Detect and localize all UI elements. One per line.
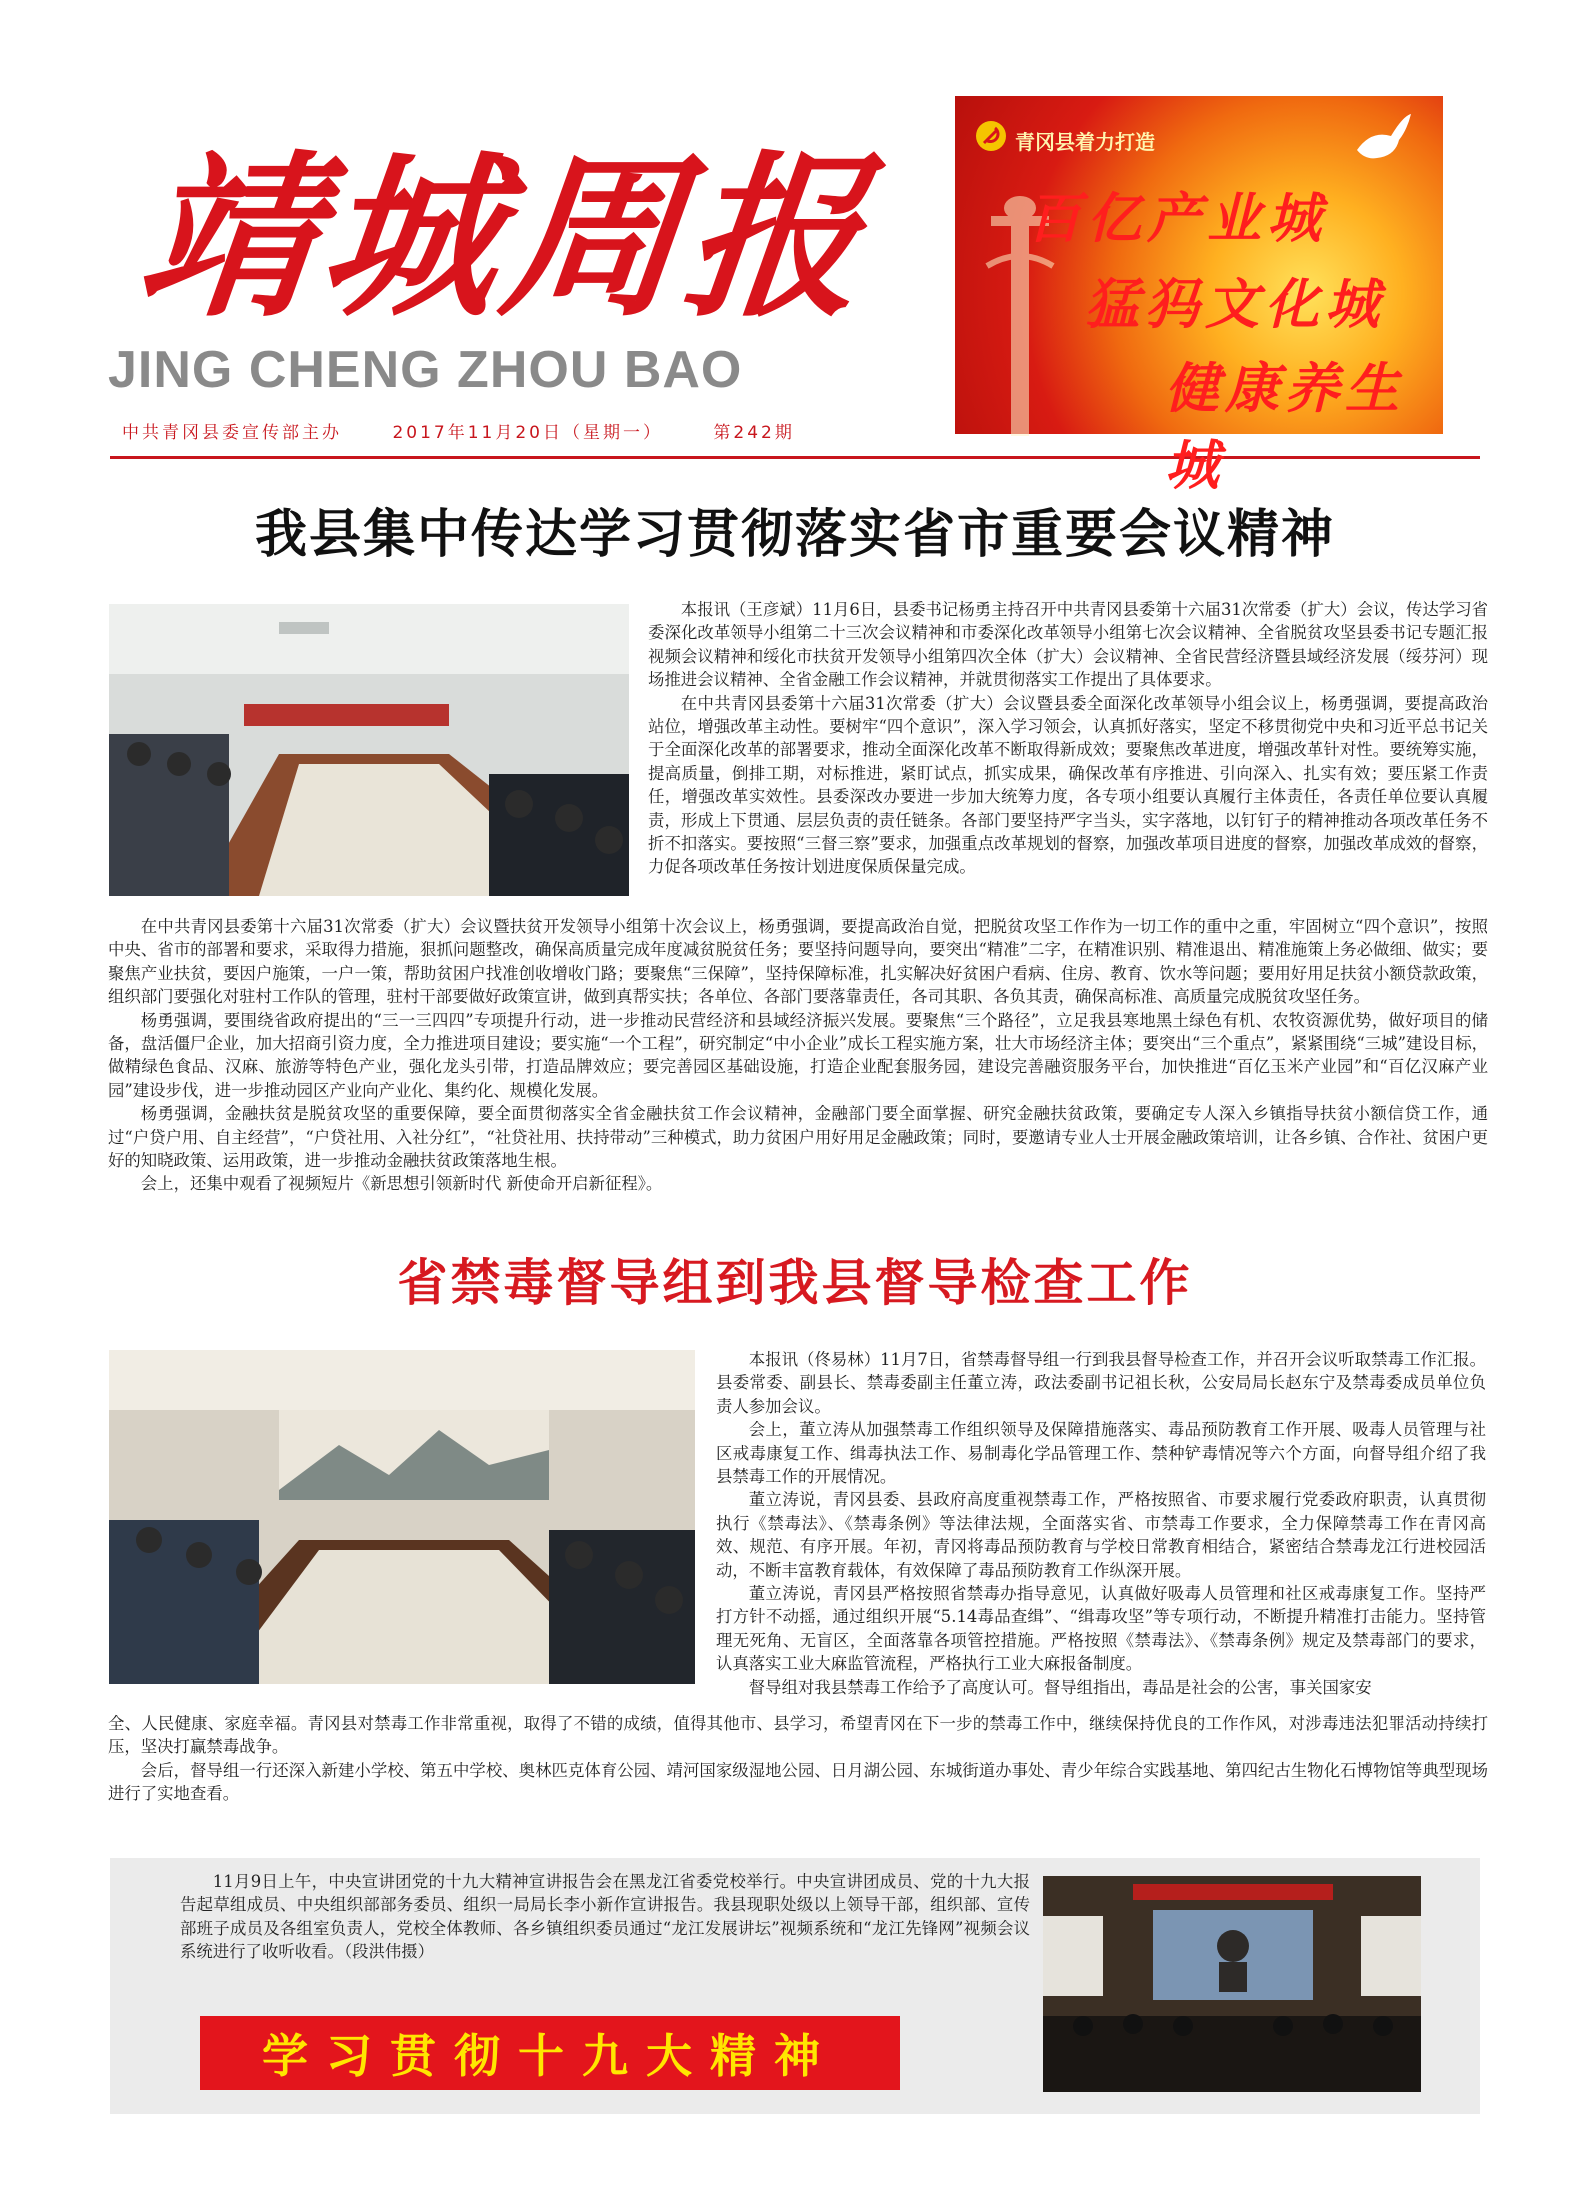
article-1-paragraph: 本报讯（王彦斌）11月6日，县委书记杨勇主持召开中共青冈县委第十六届31次常委（扩大）会议，传达学习省委深化改革领导小组第二十三次会议精神和市委深化改革领导小组第七次会议精神、全省脱贫攻坚县委书记专题汇报视频会议精神和绥化市扶贫开发领导小组第四次全体（扩大）会议精神、全省民营经济暨县域经济发展（绥芬河）现场推进会议精神、全省金融工作会议精神，并就贯彻落实工作提出了具体要求。 xyxy=(648,600,1488,690)
publisher: 中共青冈县委宣传部主办 xyxy=(122,423,342,443)
article-1-paragraph: 杨勇强调，金融扶贫是脱贫攻坚的重要保障，要全面贯彻落实全省金融扶贫工作会议精神，金融部门要全面掌握、研究金融扶贫政策，要确定专人深入乡镇指导扶贫小额信贷工作，通过“户贷户用、自主经营”，“户贷社用、入社分红”，“社贷社用、扶持带动”三种模式，助力贫困户用好用足金融政策；同时，要邀请专业人士开展金融政策培训，让各乡镇、合作社、贫困户更好的知晓政策、运用政策，进一步推动金融扶贫政策落地生根。 xyxy=(108,1104,1488,1171)
article-2-headline: 省禁毒督导组到我县督导检查工作 xyxy=(397,1254,1193,1312)
lecture-photo xyxy=(1043,1876,1421,2092)
article-2-paragraph: 会上，董立涛从加强禁毒工作组织领导及保障措施落实、毒品预防教育工作开展、吸毒人员管理与社区戒毒康复工作、缉毒执法工作、易制毒化学品管理工作、禁种铲毒情况等六个方面，向督导组介绍了我县禁毒工作的开展情况。 xyxy=(716,1420,1486,1487)
banner-kicker: 青冈县着力打造 xyxy=(1015,130,1155,154)
article-1-full-text xyxy=(108,915,1488,1215)
article-1-column-text xyxy=(648,598,1488,914)
article-2-paragraph: 督导组对我县禁毒工作给予了高度认可。督导组指出，毒品是社会的公害，事关国家安 xyxy=(748,1677,1372,1697)
article-2-paragraph: 本报讯（佟易林）11月7日，省禁毒督导组一行到我县督导检查工作，并召开会议听取禁毒工作汇报。县委常委、副县长、禁毒委副主任董立涛，政法委副书记祖长秋，公安局局长赵东宁及禁毒委成员单位负责人参加会议。 xyxy=(716,1350,1486,1416)
bottom-paragraph: 11月9日上午，中央宣讲团党的十九大精神宣讲报告会在黑龙江省委党校举行。中央宣讲团成员、党的十九大报告起草组成员、中央组织部部务委员、组织一局局长李小新作宣讲报告。我县现职处级以上领导干部，组织部、宣传部班子成员及各组室负责人，党校全体教师、各乡镇组织委员通过“龙江发展讲坛”视频系统和“龙江先锋网”视频会议系统进行了收听收看。（段洪伟摄） xyxy=(180,1872,1030,1962)
masthead-title: 靖城周报 xyxy=(129,134,879,341)
article-2-column-text xyxy=(716,1348,1486,1710)
article-1-paragraph: 会上，还集中观看了视频短片《新思想引领新时代 新使命开启新征程》。 xyxy=(140,1174,663,1194)
issue-number: 第242期 xyxy=(713,423,795,443)
article-2-paragraph: 董立涛说，青冈县委、县政府高度重视禁毒工作，严格按照省、市要求履行党委政府职责，认真贯彻执行《禁毒法》、《禁毒条例》等法律法规，全面落实省、市禁毒工作要求，全力保障禁毒工作在青冈高效、规范、有序开展。年初，青冈将毒品预防教育与学校日常教育相结合，紧密结合禁毒龙江行进校园活动，不断丰富教育载体，有效保障了毒品预防教育工作纵深开展。 xyxy=(716,1490,1486,1580)
masthead-info xyxy=(122,420,962,446)
meeting-photo-1-image xyxy=(109,604,629,896)
banner-line-3: 健康养生城 xyxy=(1165,356,1405,497)
issue-date: 2017年11月20日（星期一） xyxy=(392,423,663,443)
study-slogan: 学习贯彻十九大精神 xyxy=(200,2016,900,2090)
banner-line-2: 猛犸文化城 xyxy=(1085,272,1385,336)
article-1-paragraph: 在中共青冈县委第十六届31次常委（扩大）会议暨县委全面深化改革领导小组会议上，杨勇强调，要提高政治站位，增强改革主动性。要树牢“四个意识”，深入学习领会，认真抓好落实，坚定不移贯彻党中央和习近平总书记关于全面深化改革的部署要求，推动全面深化改革不断取得新成效；要聚焦改革进度，增强改革针对性。要统筹实施，提高质量，倒排工期，对标推进，紧盯试点，抓实成果，确保改革有序推进、引向深入、扎实有效；要压紧工作责任，增强改革实效性。县委深改办要进一步加大统筹力度，各专项小组要认真履行主体责任，各责任单位要认真履责，形成上下贯通、层层负责的责任链条。各部门要坚持严字当头，实字落地，以钉钉子的精神推动各项改革任务不折不扣落实。要按照“三督三察”要求，加强重点改革规划的督察，加强改革项目进度的督察，加强改革成效的督察，力促各项改革任务按计划进度保质保量完成。 xyxy=(648,693,1488,877)
bottom-feature-text xyxy=(180,1870,1030,2000)
slogan-banner xyxy=(955,96,1443,497)
banner-line-1: 百亿产业城 xyxy=(1027,186,1327,250)
meeting-photo-1 xyxy=(109,604,629,896)
masthead-pinyin: JING CHENG ZHOU BAO xyxy=(108,341,743,399)
article-2-paragraph-continued: 全、人民健康、家庭幸福。青冈县对禁毒工作非常重视，取得了不错的成绩，值得其他市、县学习，希望青冈在下一步的禁毒工作中，继续保持优良的工作作风，对涉毒违法犯罪活动持续打压，坚决打赢禁毒战争。 xyxy=(108,1714,1488,1757)
party-emblem-icon xyxy=(975,120,1007,152)
article-1-headline: 我县集中传达学习贯彻落实省市重要会议精神 xyxy=(254,505,1335,565)
article-1-paragraph: 在中共青冈县委第十六届31次常委（扩大）会议暨扶贫开发领导小组第十次会议上，杨勇强调，要提高政治自觉，把脱贫攻坚工作作为一切工作的重中之重，牢固树立“四个意识”，按照中央、省市的部署和要求，采取得力措施，狠抓问题整改，确保高质量完成年度减贫脱贫任务；要坚持问题导向，要突出“精准”二字，在精准识别、精准退出、精准施策上务必做细、做实；要聚焦产业扶贫，要因户施策，一户一策，帮助贫困户找准创收增收门路；要聚焦“三保障”，坚持保障标准，扎实解决好贫困户看病、住房、教育、饮水等问题；要用好用足扶贫小额贷款政策，组织部门要强化对驻村工作队的管理，驻村干部要做好政策宣讲，做到真帮实扶；各单位、各部门要落靠责任，各司其职、各负其责，确保高标准、高质量完成脱贫攻坚任务。 xyxy=(108,917,1488,1007)
article-2-full-text xyxy=(108,1712,1488,1828)
dove-icon xyxy=(1351,110,1415,170)
meeting-photo-2-image xyxy=(109,1350,695,1684)
meeting-photo-2 xyxy=(109,1350,695,1684)
lecture-photo-image xyxy=(1043,1876,1421,2092)
article-2-paragraph: 会后，督导组一行还深入新建小学校、第五中学校、奥林匹克体育公园、靖河国家级湿地公园、日月湖公园、东城街道办事处、青少年综合实践基地、第四纪古生物化石博物馆等典型现场进行了实地查看。 xyxy=(108,1760,1488,1804)
article-1-paragraph: 杨勇强调，要围绕省政府提出的“三一三四四”专项提升行动，进一步推动民营经济和县域经济振兴发展。要聚焦“三个路径”，立足我县寒地黑土绿色有机、农牧资源优势，做好项目的储备，盘活僵尸企业，加大招商引资力度，全力推进项目建设；要实施“一个工程”，研究制定“中小企业”成长工程实施方案，壮大市场经济主体；要突出“三个重点”，紧紧围绕“三城”建设目标，做精绿色食品、汉麻、旅游等特色产业，强化龙头引带，打造品牌效应；要完善园区基础设施，打造企业配套服务园，建设完善融资服务平台，加快推进“百亿玉米产业园”和“百亿汉麻产业园”建设步伐，进一步推动园区产业向产业化、集约化、规模化发展。 xyxy=(108,1010,1488,1100)
article-2-paragraph: 董立涛说，青冈县严格按照省禁毒办指导意见，认真做好吸毒人员管理和社区戒毒康复工作。坚持严打方针不动摇，通过组织开展“5.14毒品查缉”、“缉毒攻坚”等专项行动，不断提升精准打击能力。坚持管理无死角、无盲区，全面落靠各项管控措施。严格按照《禁毒法》、《禁毒条例》规定及禁毒部门的要求，认真落实工业大麻监管流程，严格执行工业大麻报备制度。 xyxy=(716,1584,1486,1674)
